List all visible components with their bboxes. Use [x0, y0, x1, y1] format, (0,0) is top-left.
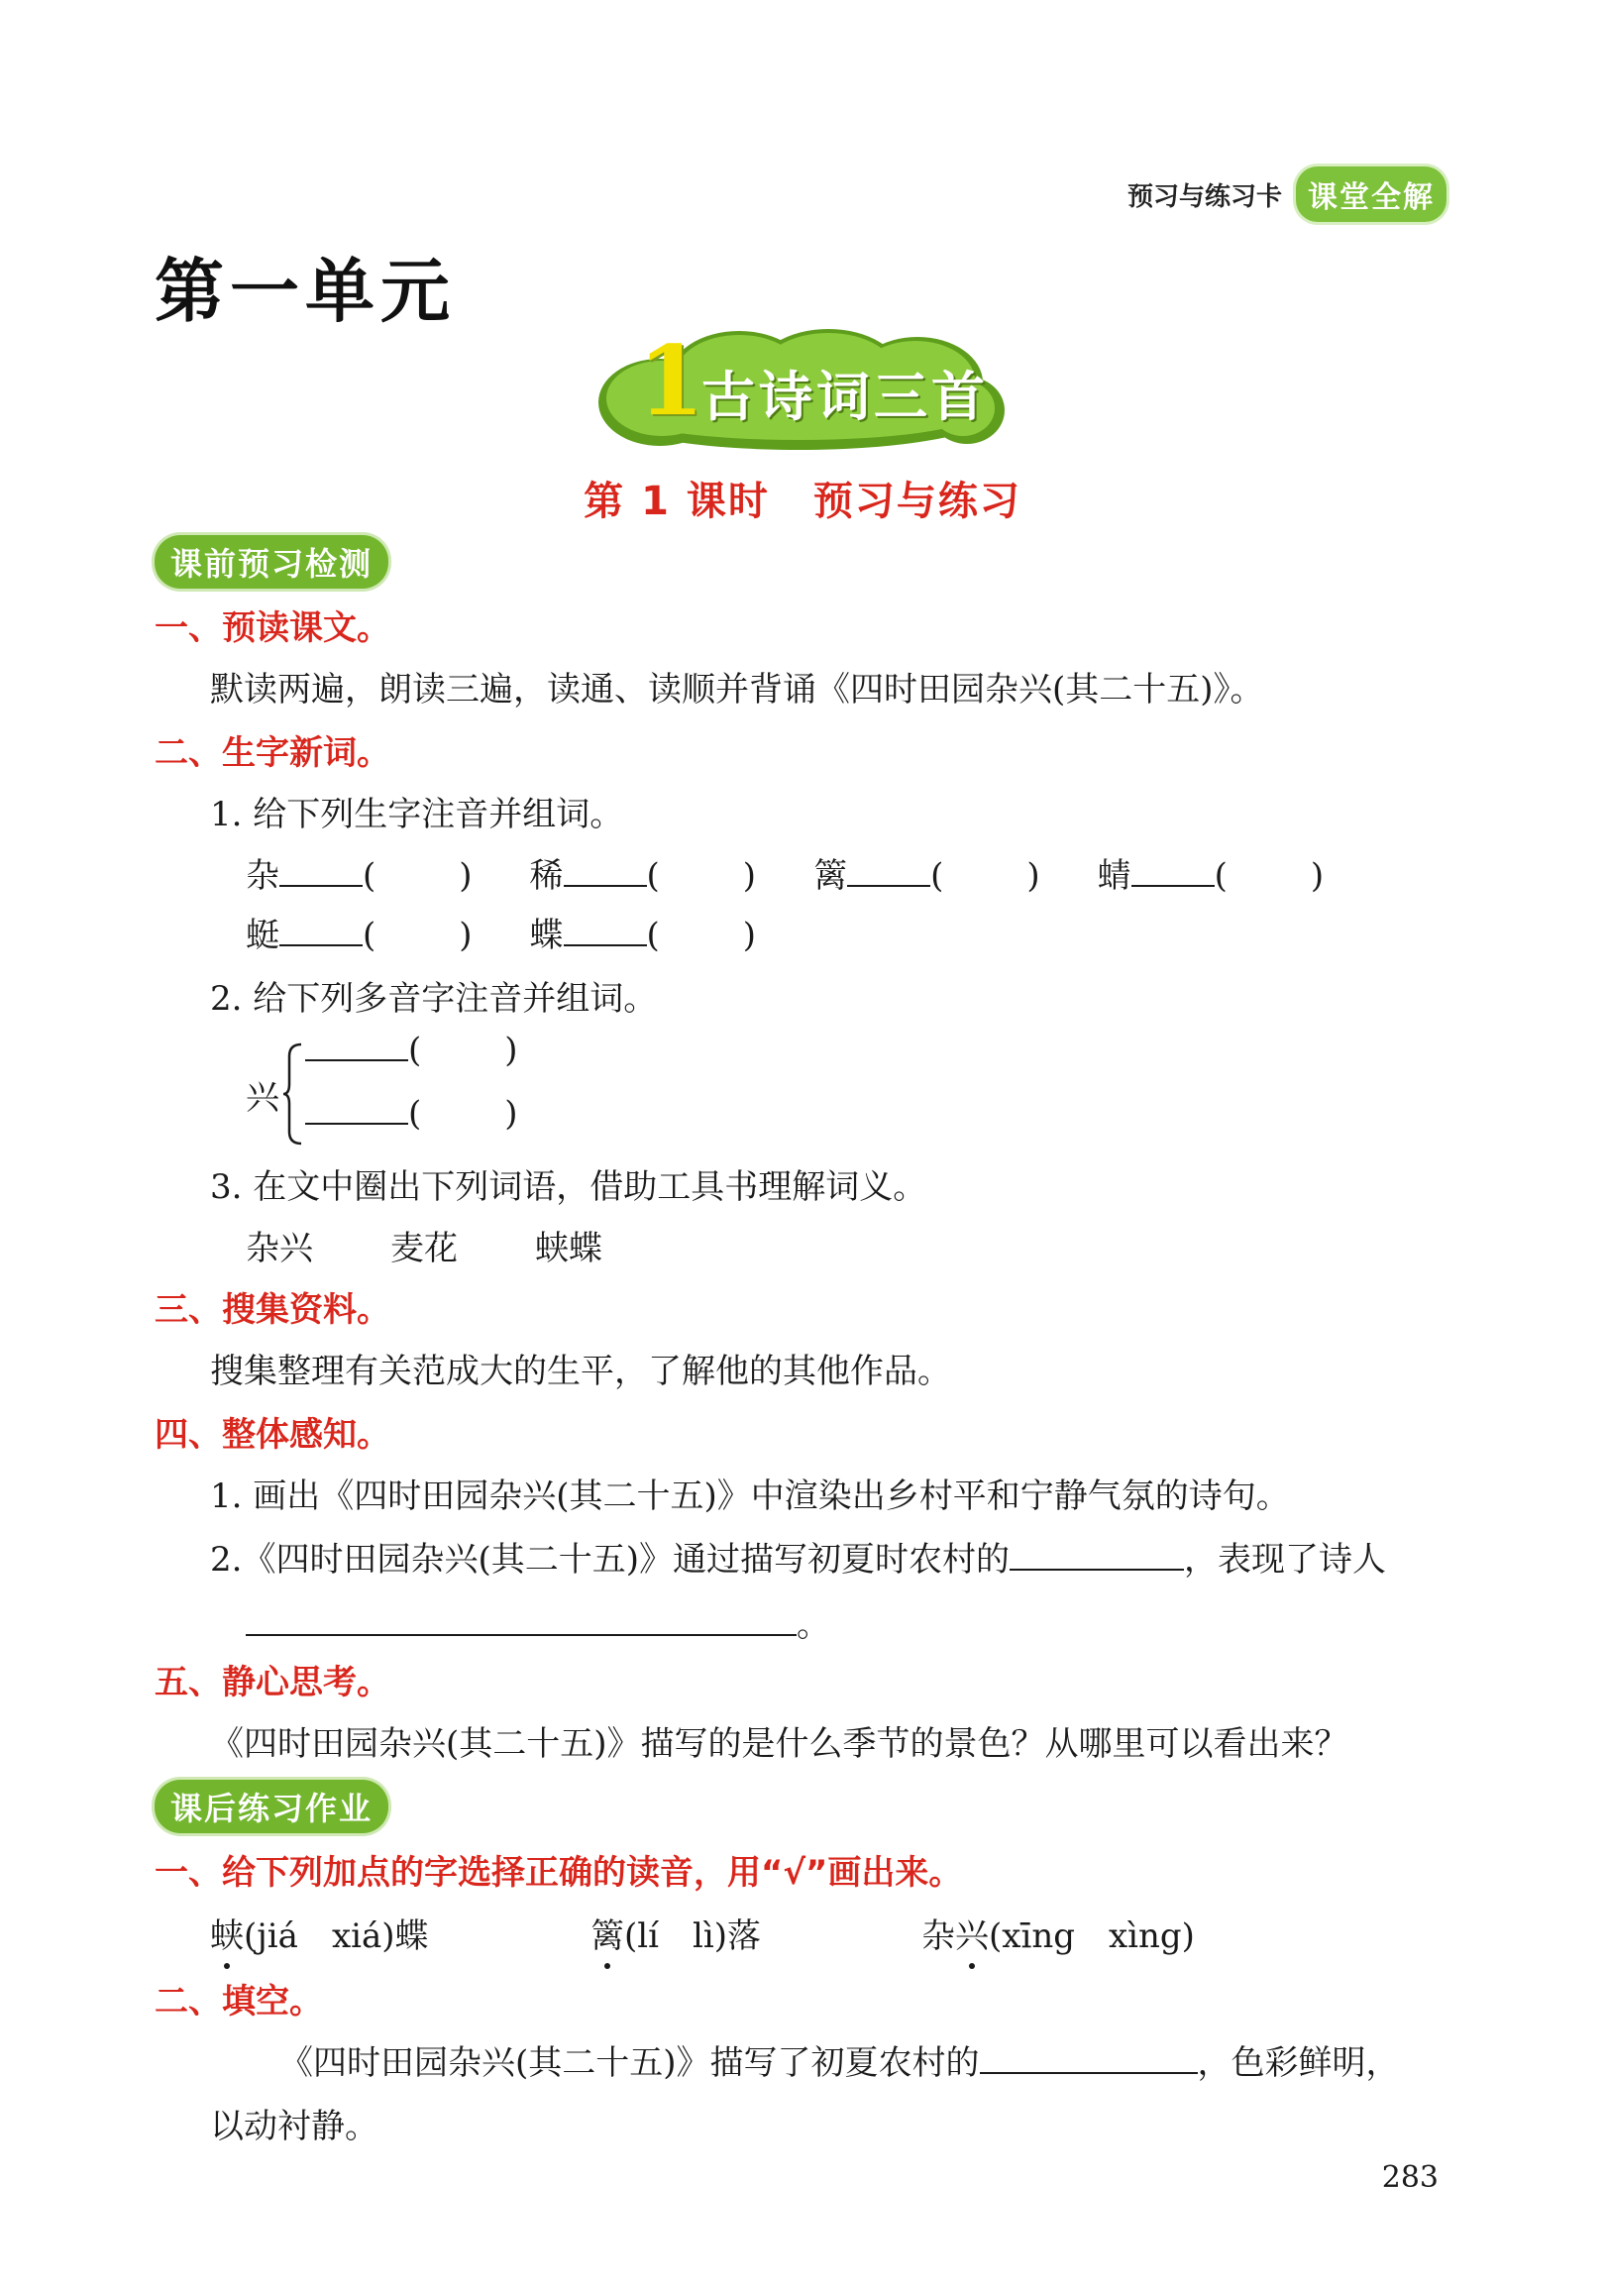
- char-item: 蜻 ( ): [1097, 856, 1325, 896]
- question-3-text: 3. 在文中圈出下列词语，借助工具书理解词义。: [210, 1167, 927, 1207]
- header-badge: 课堂全解: [1296, 166, 1446, 222]
- fill-text-line-1: 《四时田园杂兴(其二十五)》描写了初夏农村的 ，色彩鲜明，: [279, 2043, 1400, 2083]
- word-item: 蛱蝶: [535, 1229, 602, 1268]
- section-heading-fill: 二、填空。: [155, 1982, 323, 2022]
- lesson-number: 1: [638, 325, 704, 437]
- header-label: 预习与练习卡: [1126, 181, 1282, 212]
- poly-char: 兴: [246, 1078, 279, 1118]
- fill-blank[interactable]: [980, 2071, 1198, 2074]
- fill-blank[interactable]: [246, 1633, 797, 1636]
- perceive-q2-cont: 。: [246, 1597, 830, 1646]
- lesson-banner-title: 古诗词三首: [701, 365, 989, 428]
- section-heading-new-words: 二、生字新词。: [155, 733, 390, 773]
- poly-line-2: ( ): [305, 1094, 518, 1134]
- lesson-type: 预习与练习: [812, 479, 1021, 524]
- fill-text-line-2: 以动衬静。: [210, 2107, 378, 2146]
- lesson-subtitle: [0, 470, 1605, 526]
- word-item: 麦花: [390, 1229, 458, 1268]
- preread-text: 默读两遍，朗读三遍，读通、读顺并背诵《四时田园杂兴(其二十五)》。: [210, 670, 1264, 710]
- char-item: 蝶 ( ): [529, 916, 757, 955]
- section-heading-pronounce: 一、给下列加点的字选择正确的读音，用“√”画出来。: [155, 1853, 963, 1893]
- pronounce-item-2: 篱(lí lì)落: [590, 1909, 761, 1957]
- pre-class-pill: 课前预习检测: [155, 535, 388, 589]
- page-header: [1127, 166, 1446, 222]
- section-heading-perceive: 四、整体感知。: [155, 1415, 390, 1455]
- section-heading-collect: 三、搜集资料。: [155, 1290, 390, 1330]
- char-item: 稀 ( ): [529, 856, 757, 896]
- word-item: 杂兴: [246, 1229, 313, 1268]
- brace-icon: [281, 1040, 305, 1148]
- think-text: 《四时田园杂兴(其二十五)》描写的是什么季节的景色？从哪里可以看出来？: [210, 1724, 1348, 1764]
- question-2-text: 2. 给下列多音字注音并组词。: [210, 979, 658, 1019]
- pronounce-item-1: 蛱(jiá xiá)蝶: [210, 1909, 429, 1957]
- collect-text: 搜集整理有关范成大的生平，了解他的其他作品。: [210, 1352, 951, 1391]
- page-number: 283: [1381, 2160, 1439, 2195]
- char-row-2: [246, 908, 756, 956]
- char-item: 篱 ( ): [813, 856, 1040, 896]
- lesson-banner: [590, 325, 1007, 452]
- lesson-period: 第 1 课时: [584, 479, 770, 524]
- section-heading-preread: 一、预读课文。: [155, 608, 390, 648]
- char-item: 杂 ( ): [246, 856, 473, 896]
- char-row-1: [246, 848, 1324, 897]
- char-item: 蜓 ( ): [246, 916, 473, 955]
- poly-line-1: ( ): [305, 1031, 518, 1070]
- section-heading-think: 五、静心思考。: [155, 1663, 390, 1702]
- pronounce-item-3: 杂兴(xīng xìng): [921, 1909, 1195, 1957]
- word-list: [246, 1221, 602, 1269]
- perceive-q2: 2.《四时田园杂兴(其二十五)》通过描写初夏时农村的 ，表现了诗人: [210, 1540, 1386, 1580]
- after-class-pill: 课后练习作业: [155, 1780, 388, 1833]
- perceive-q1: 1. 画出《四时田园杂兴(其二十五)》中渲染出乡村平和宁静气氛的诗句。: [210, 1476, 1290, 1516]
- question-1-text: 1. 给下列生字注音并组词。: [210, 795, 624, 834]
- unit-title: 第一单元: [155, 251, 456, 332]
- fill-blank[interactable]: [1010, 1568, 1184, 1571]
